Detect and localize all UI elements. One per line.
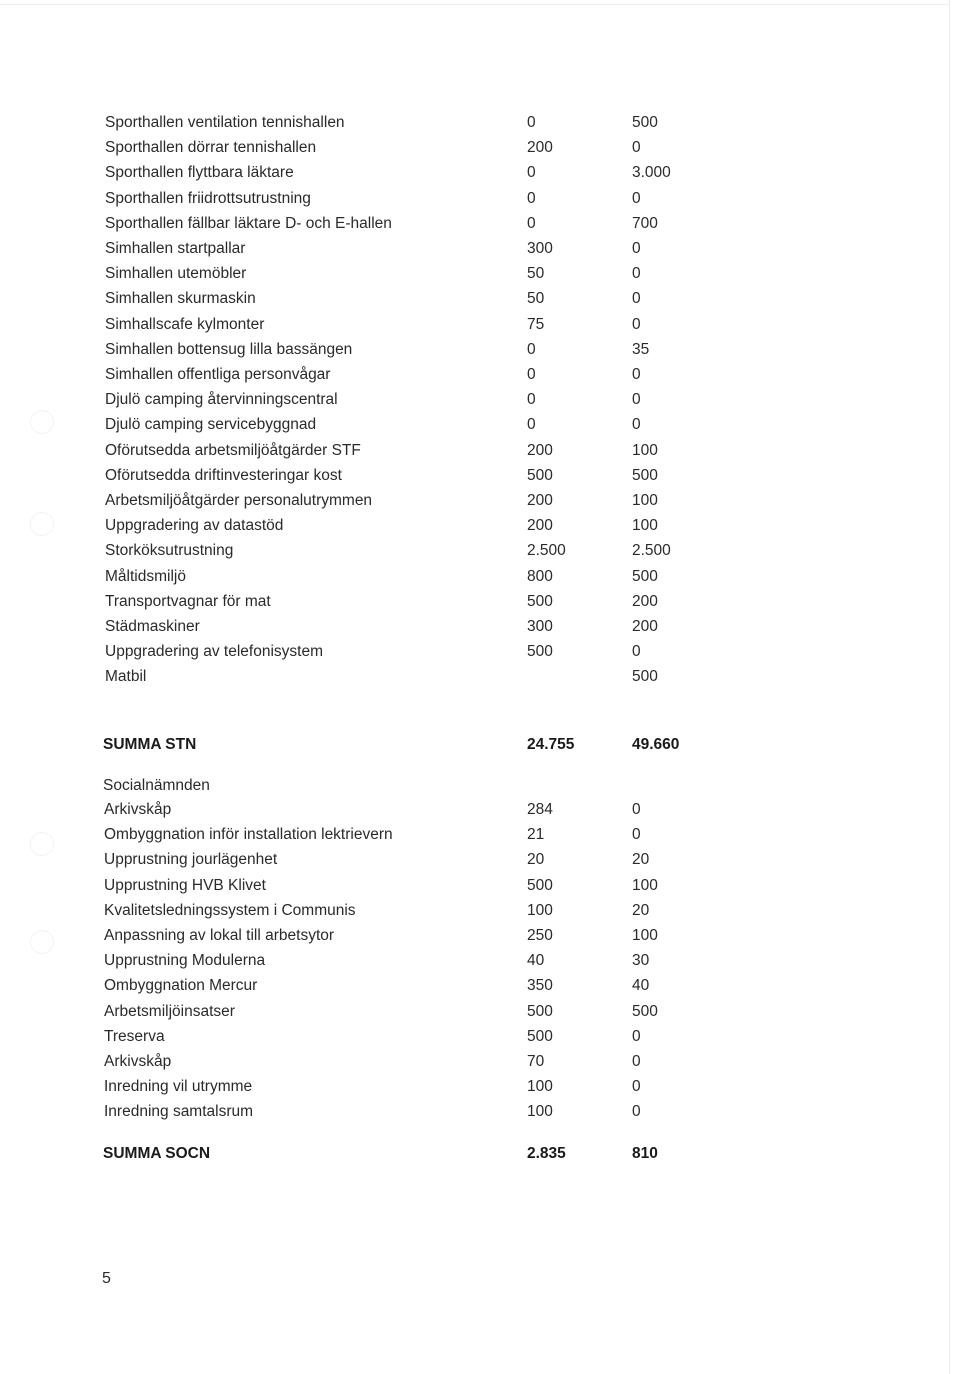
value-column-2: 0 xyxy=(632,416,641,433)
row-label: Arkivskåp xyxy=(104,801,172,818)
row-label: Uppgradering av datastöd xyxy=(105,517,284,534)
row-label: Simhallen skurmaskin xyxy=(105,290,256,307)
value-column-1: 75 xyxy=(527,316,545,333)
value-column-1: 0 xyxy=(527,366,536,383)
value-column-2: 500 xyxy=(632,668,658,685)
row-label: Djulö camping servicebyggnad xyxy=(105,416,317,433)
row-label: Sporthallen dörrar tennishallen xyxy=(105,139,317,156)
row-label: Sporthallen fällbar läktare D- och E-hallen xyxy=(105,215,392,232)
value-column-2: 0 xyxy=(632,391,641,408)
row-label: Simhallen offentliga personvågar xyxy=(105,366,331,383)
value-column-2: 810 xyxy=(632,1145,658,1162)
value-column-1: 100 xyxy=(527,1103,553,1120)
row-label: Upprustning jourlägenhet xyxy=(104,851,278,868)
value-column-1: 250 xyxy=(527,927,553,944)
value-column-1: 70 xyxy=(527,1053,545,1070)
value-column-2: 100 xyxy=(632,877,658,894)
row-label: Oförutsedda driftinvesteringar kost xyxy=(105,467,342,484)
value-column-1: 50 xyxy=(527,290,545,307)
value-column-2: 500 xyxy=(632,568,658,585)
value-column-1: 100 xyxy=(527,1078,553,1095)
value-column-2: 500 xyxy=(632,467,658,484)
row-label: Sporthallen flyttbara läktare xyxy=(105,164,294,181)
row-label: Sporthallen friidrottsutrustning xyxy=(105,190,311,207)
section-heading-label: Socialnämnden xyxy=(103,777,210,794)
row-label: Ombyggnation Mercur xyxy=(104,977,258,994)
value-column-1: 2.835 xyxy=(527,1145,566,1162)
value-column-2: 100 xyxy=(632,492,658,509)
row-label: Arbetsmiljöåtgärder personalutrymmen xyxy=(105,492,373,509)
value-column-1: 500 xyxy=(527,643,553,660)
row-label: Simhallen bottensug lilla bassängen xyxy=(105,341,353,358)
row-label: Upprustning Modulerna xyxy=(104,952,266,969)
punch-hole-mark xyxy=(30,930,54,954)
row-label: Måltidsmiljö xyxy=(105,568,186,585)
value-column-2: 20 xyxy=(632,902,650,919)
value-column-2: 20 xyxy=(632,851,650,868)
value-column-2: 0 xyxy=(632,265,641,282)
value-column-1: 2.500 xyxy=(527,542,566,559)
value-column-2: 0 xyxy=(632,1053,641,1070)
row-label: Städmaskiner xyxy=(105,618,200,635)
value-column-2: 200 xyxy=(632,618,658,635)
value-column-1: 200 xyxy=(527,442,553,459)
value-column-1: 500 xyxy=(527,1003,553,1020)
row-label: Matbil xyxy=(105,668,147,685)
value-column-1: 40 xyxy=(527,952,545,969)
row-label: Arbetsmiljöinsatser xyxy=(104,1003,235,1020)
row-label: SUMMA STN xyxy=(103,736,197,753)
value-column-2: 500 xyxy=(632,114,658,131)
page-number: 5 xyxy=(102,1270,111,1287)
row-label: SUMMA SOCN xyxy=(103,1145,211,1162)
value-column-1: 0 xyxy=(527,114,536,131)
value-column-1: 0 xyxy=(527,416,536,433)
value-column-2: 49.660 xyxy=(632,736,680,753)
punch-hole-mark xyxy=(30,832,54,856)
row-label: Uppgradering av telefonisystem xyxy=(105,643,323,660)
value-column-1: 0 xyxy=(527,391,536,408)
value-column-1: 300 xyxy=(527,240,553,257)
punch-hole-mark xyxy=(30,512,54,536)
row-label: Transportvagnar för mat xyxy=(105,593,271,610)
row-label: Ombyggnation inför installation lektrievern xyxy=(104,826,393,843)
value-column-1: 500 xyxy=(527,877,553,894)
value-column-1: 0 xyxy=(527,215,536,232)
value-column-2: 0 xyxy=(632,801,641,818)
value-column-2: 40 xyxy=(632,977,650,994)
row-label: Storköksutrustning xyxy=(105,542,234,559)
row-label: Inredning vil utrymme xyxy=(104,1078,253,1095)
scan-edge-right xyxy=(949,0,950,1374)
row-label: Treserva xyxy=(104,1028,165,1045)
value-column-1: 500 xyxy=(527,1028,553,1045)
value-column-1: 20 xyxy=(527,851,545,868)
value-column-1: 0 xyxy=(527,164,536,181)
value-column-2: 0 xyxy=(632,316,641,333)
value-column-2: 100 xyxy=(632,442,658,459)
value-column-2: 0 xyxy=(632,190,641,207)
value-column-1: 284 xyxy=(527,801,553,818)
value-column-1: 21 xyxy=(527,826,545,843)
punch-hole-mark xyxy=(30,410,54,434)
value-column-1: 100 xyxy=(527,902,553,919)
scan-edge-top xyxy=(0,4,950,5)
value-column-2: 200 xyxy=(632,593,658,610)
row-label: Anpassning av lokal till arbetsytor xyxy=(104,927,335,944)
value-column-1: 500 xyxy=(527,467,553,484)
value-column-1: 24.755 xyxy=(527,736,575,753)
value-column-2: 0 xyxy=(632,643,641,660)
value-column-2: 0 xyxy=(632,366,641,383)
value-column-2: 0 xyxy=(632,290,641,307)
value-column-1: 300 xyxy=(527,618,553,635)
row-label: Sporthallen ventilation tennishallen xyxy=(105,114,345,131)
value-column-2: 0 xyxy=(632,240,641,257)
row-label: Arkivskåp xyxy=(104,1053,172,1070)
value-column-2: 0 xyxy=(632,826,641,843)
row-label: Simhallen utemöbler xyxy=(105,265,247,282)
value-column-1: 50 xyxy=(527,265,545,282)
value-column-2: 2.500 xyxy=(632,542,671,559)
value-column-2: 30 xyxy=(632,952,650,969)
value-column-2: 0 xyxy=(632,1103,641,1120)
value-column-1: 500 xyxy=(527,593,553,610)
value-column-1: 200 xyxy=(527,492,553,509)
value-column-2: 3.000 xyxy=(632,164,671,181)
value-column-1: 200 xyxy=(527,517,553,534)
value-column-2: 100 xyxy=(632,517,658,534)
value-column-2: 100 xyxy=(632,927,658,944)
row-label: Djulö camping återvinningscentral xyxy=(105,391,338,408)
row-label: Upprustning HVB Klivet xyxy=(104,877,266,894)
value-column-1: 350 xyxy=(527,977,553,994)
row-label: Simhallscafe kylmonter xyxy=(105,316,265,333)
value-column-1: 0 xyxy=(527,341,536,358)
row-label: Oförutsedda arbetsmiljöåtgärder STF xyxy=(105,442,361,459)
value-column-1: 0 xyxy=(527,190,536,207)
value-column-1: 200 xyxy=(527,139,553,156)
row-label: Simhallen startpallar xyxy=(105,240,246,257)
value-column-2: 35 xyxy=(632,341,650,358)
value-column-2: 500 xyxy=(632,1003,658,1020)
value-column-1: 800 xyxy=(527,568,553,585)
value-column-2: 0 xyxy=(632,1028,641,1045)
value-column-2: 700 xyxy=(632,215,658,232)
row-label: Kvalitetsledningssystem i Communis xyxy=(104,902,356,919)
value-column-2: 0 xyxy=(632,1078,641,1095)
row-label: Inredning samtalsrum xyxy=(104,1103,254,1120)
value-column-2: 0 xyxy=(632,139,641,156)
